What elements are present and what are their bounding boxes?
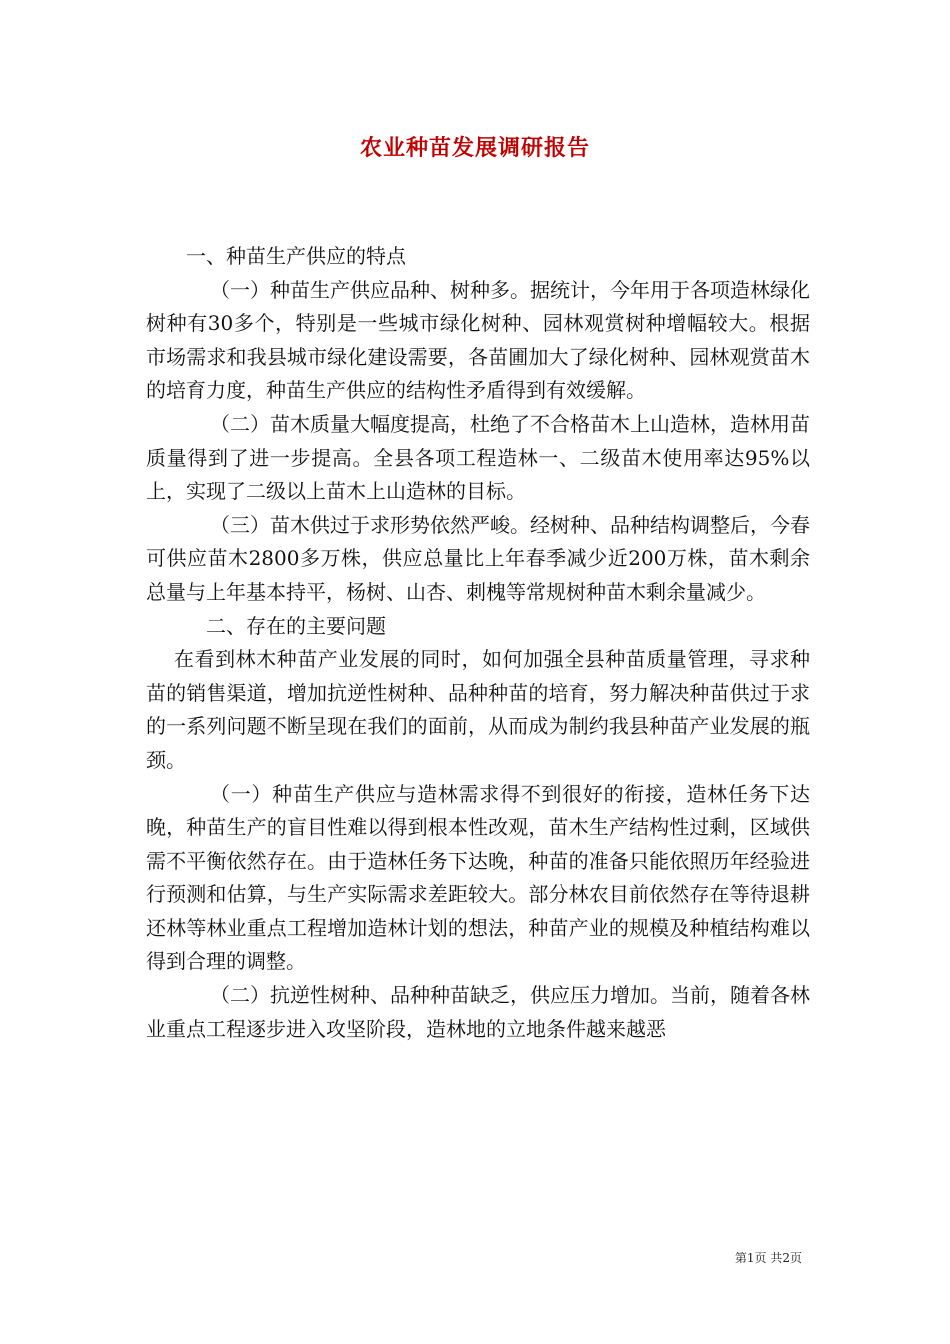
section-heading-2: 二、存在的主要问题	[206, 613, 386, 638]
document-body	[146, 240, 810, 1046]
paragraph-problem-1: （一）种苗生产供应与造林需求得不到很好的衔接，造林任务下达晚，种苗生产的盲目性难以得到根本性改观，苗木生产结构性过剩，区域供需不平衡依然存在。由于造林任务下达晚，种苗的准备只能依照历年经验进行预测和估算，与生产实际需求差距较大。部分林农目前依然存在等待退耕还林等林业重点工程增加造林计划的想法，种苗产业的规模及种植结构难以得到合理的调整。	[146, 781, 810, 974]
paragraph-feature-3: （三）苗木供过于求形势依然严峻。经树种、品种结构调整后，今春可供应苗木2800多万株，供应总量比上年春季减少近200万株，苗木剩余总量与上年基本持平，杨树、山杏、刺槐等常规树种苗木剩余量减少。	[146, 512, 810, 604]
paragraph-problems-intro: 在看到林木种苗产业发展的同时，如何加强全县种苗质量管理，寻求种苗的销售渠道，增加抗逆性树种、品种种苗的培育，努力解决种苗供过于求的一系列问题不断呈现在我们的面前，从而成为制约我县种苗产业发展的瓶颈。	[146, 647, 810, 772]
page-number-footer: 第1页 共2页	[734, 1251, 802, 1265]
paragraph-problem-2: （二）抗逆性树种、品种种苗缺乏，供应压力增加。当前，随着各林业重点工程逐步进入攻坚阶段，造林地的立地条件越来越恶	[146, 983, 810, 1041]
document-title: 农业种苗发展调研报告	[359, 135, 590, 161]
paragraph-feature-2: （二）苗木质量大幅度提高，杜绝了不合格苗木上山造林，造林用苗质量得到了进一步提高。全县各项工程造林一、二级苗木使用率达95%以上，实现了二级以上苗木上山造林的目标。	[146, 411, 810, 504]
section-heading-1: 一、种苗生产供应的特点	[186, 244, 406, 268]
paragraph-feature-1: （一）种苗生产供应品种、树种多。据统计，今年用于各项造林绿化树种有30多个，特别是一些城市绿化树种、园林观赏树种增幅较大。根据市场需求和我县城市绿化建设需要，各苗圃加大了绿化树种、园林观赏苗木的培育力度，种苗生产供应的结构性矛盾得到有效缓解。	[146, 277, 810, 403]
